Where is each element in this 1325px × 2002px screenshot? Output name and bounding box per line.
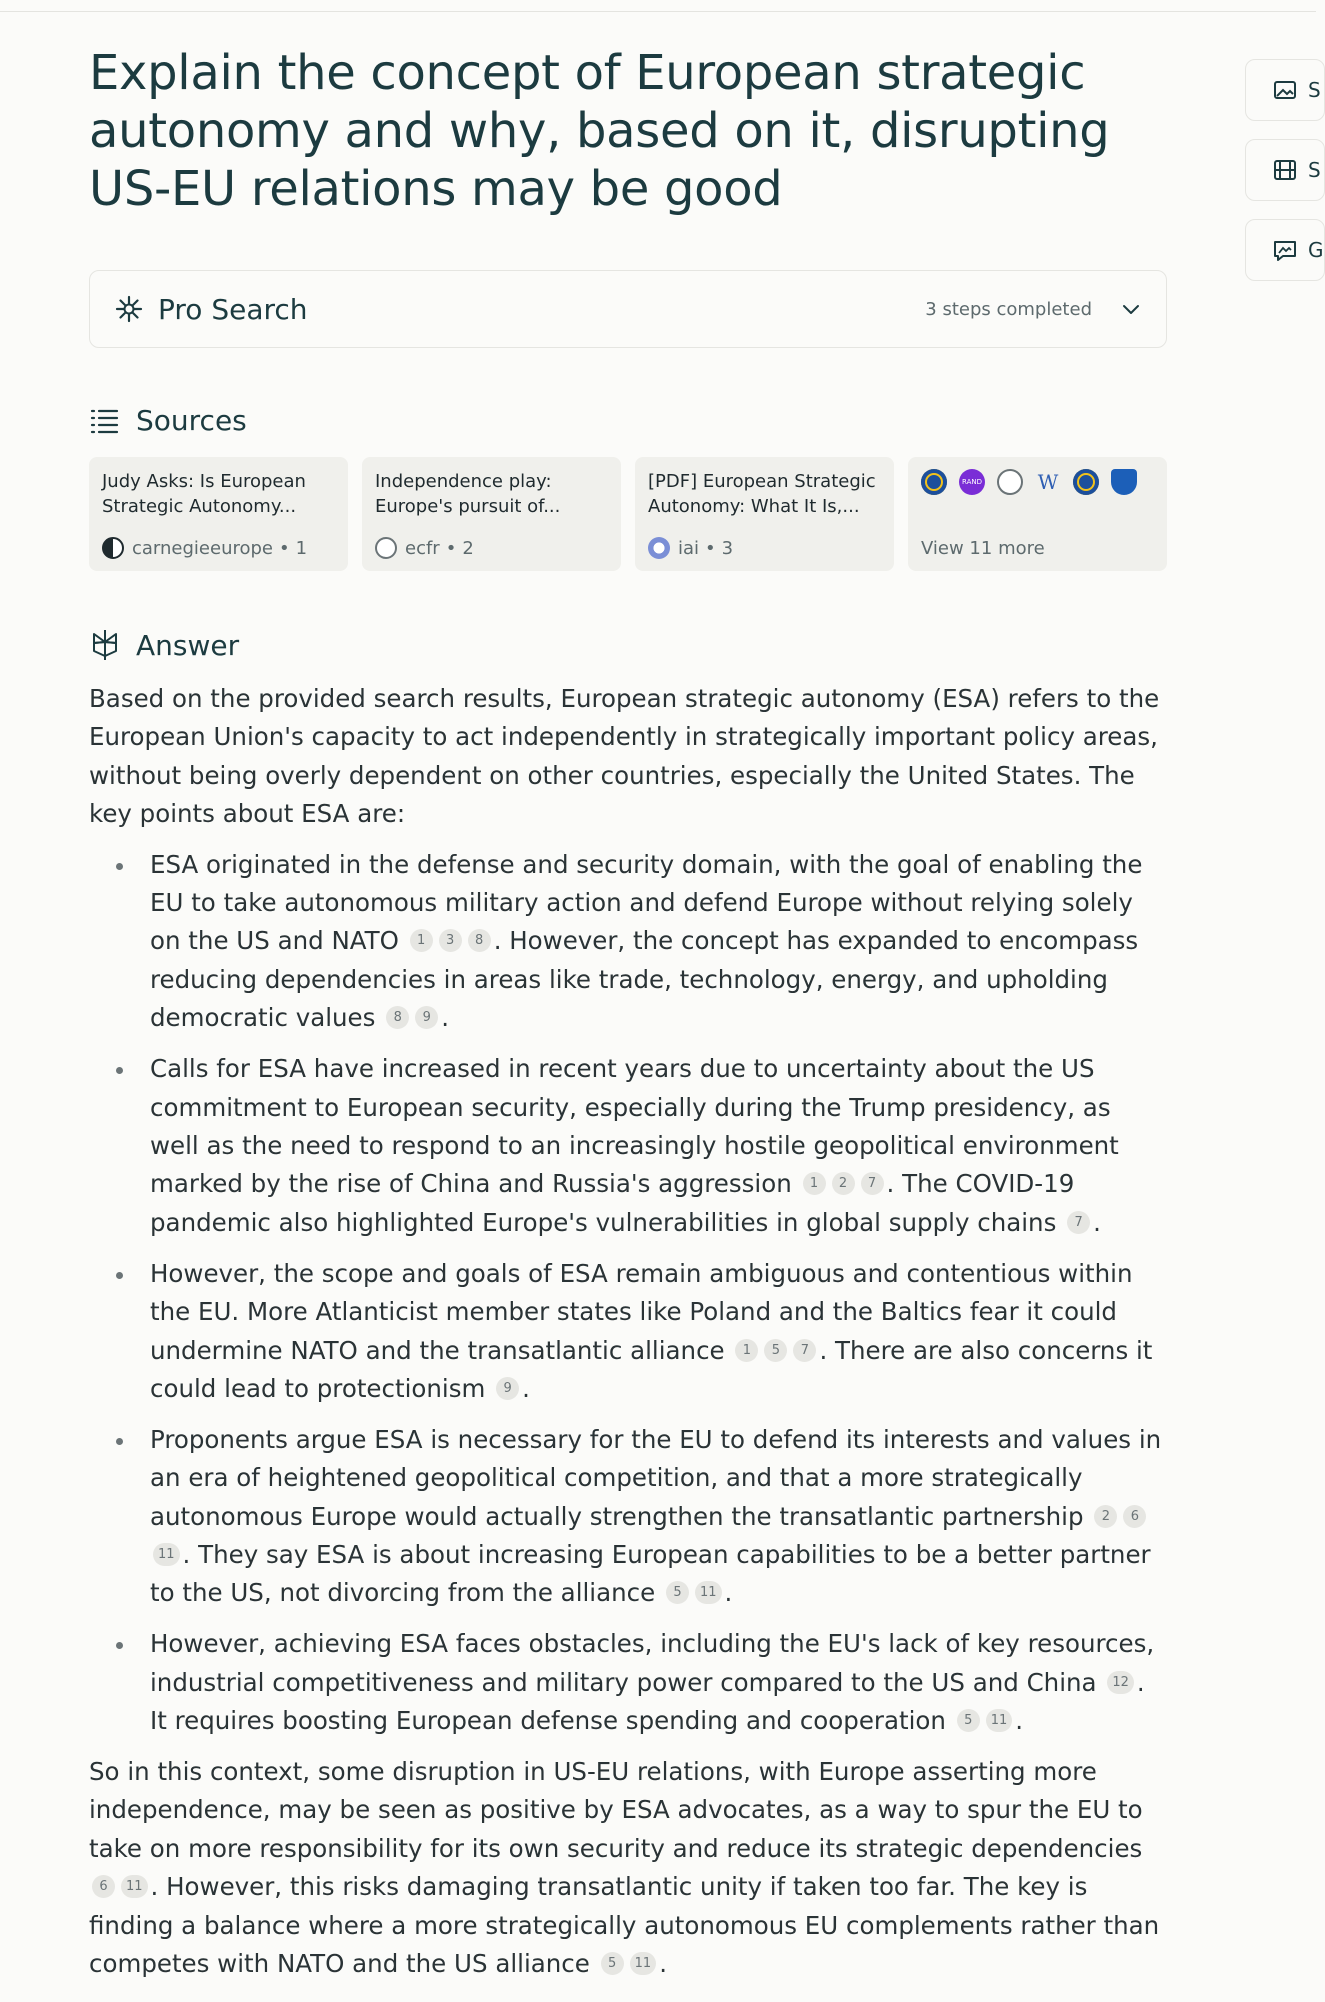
bullet-text: Proponents argue ESA is necessary for the EU to defend its interests and values in an era of heightened geopolitical competition, and that a more strategically autonomous Europe would actually strengthen the transatlantic partnership	[150, 1424, 1162, 1531]
citation-badge[interactable]: 11	[630, 1952, 657, 1975]
source-card[interactable]	[89, 457, 348, 571]
answer-intro: Based on the provided search results, European strategic autonomy (ESA) refers to the European Union's capacity to act independently in strategically important policy areas, without being overly dependent on other countries, especially the United States. The key points about ESA are:	[89, 684, 1160, 829]
source-meta	[375, 537, 608, 559]
generate-image-icon	[1272, 237, 1298, 263]
bullet-text: ESA originated in the defense and security domain, with the goal of enabling the EU to take autonomous military action and defend Europe without relying solely on the US and NATO	[150, 849, 1143, 956]
iai-favicon-icon	[648, 537, 670, 559]
top-divider	[0, 11, 1316, 12]
bullet-text: . It requires boosting European defense spending and cooperation	[150, 1667, 1145, 1736]
citation-badge[interactable]: 7	[1067, 1211, 1090, 1234]
citation-badge[interactable]: 11	[153, 1543, 180, 1566]
bullet-text: .	[441, 1003, 449, 1033]
bullet-text: .	[522, 1373, 530, 1403]
source-meta	[102, 537, 335, 559]
source-index: 3	[721, 537, 734, 559]
generate-image-button[interactable]	[1245, 219, 1325, 281]
citation-badge[interactable]: 8	[468, 929, 491, 952]
source-title: Independence play: Europe's pursuit of...	[375, 471, 561, 517]
pro-search-icon	[114, 294, 144, 324]
rail-button-label: S	[1308, 158, 1321, 182]
bullet-text: . There are also concerns it could lead to protectionism	[150, 1335, 1153, 1403]
answer-bullet	[89, 1625, 1167, 1740]
ecfr-favicon-icon	[997, 469, 1023, 495]
source-title: Judy Asks: Is European Strategic Autonomy...	[102, 471, 306, 517]
bullet-text: . The COVID-19 pandemic also highlighted Europe's vulnerabilities in global supply chains	[150, 1169, 1075, 1237]
bullet-text: . They say ESA is about increasing European capabilities to be a better partner to the US, not divorcing from the alliance	[150, 1540, 1151, 1608]
answer-heading-label: Answer	[136, 628, 240, 662]
meta-separator: •	[279, 537, 290, 559]
answer-bullet	[89, 1050, 1167, 1242]
bullet-text: .	[724, 1578, 733, 1608]
citation-badge[interactable]: 11	[695, 1581, 722, 1604]
citation-badge[interactable]: 11	[121, 1875, 148, 1898]
eu-favicon-icon	[1073, 469, 1099, 495]
wikipedia-favicon-icon: W	[1037, 470, 1059, 494]
citation-badge[interactable]: 6	[1123, 1505, 1146, 1528]
citation-badge[interactable]: 3	[439, 929, 462, 952]
citation-badge[interactable]: 5	[601, 1952, 624, 1975]
pro-search-label: Pro Search	[158, 292, 308, 326]
image-icon	[1272, 77, 1298, 103]
citation-badge[interactable]: 1	[803, 1172, 826, 1195]
citation-badge[interactable]: 7	[861, 1172, 884, 1195]
answer-bullet	[89, 1421, 1167, 1613]
citation-badge[interactable]: 2	[832, 1172, 855, 1195]
search-videos-button[interactable]	[1245, 139, 1325, 201]
view-more-sources-card[interactable]	[908, 457, 1167, 571]
sources-heading	[89, 404, 247, 437]
citation-badge[interactable]: 12	[1107, 1671, 1134, 1694]
citation-badge[interactable]: 7	[793, 1339, 816, 1362]
eu-favicon-icon	[921, 469, 947, 495]
source-meta	[648, 537, 881, 559]
query-title: Explain the concept of European strategic autonomy and why, based on it, disrupting US-EU relations may be good	[89, 45, 1110, 217]
source-card[interactable]	[362, 457, 621, 571]
citation-badge[interactable]: 8	[386, 1006, 409, 1029]
source-index: 2	[462, 537, 474, 559]
bullet-text: .	[1093, 1207, 1101, 1237]
citation-badge[interactable]: 9	[415, 1006, 438, 1029]
answer-bullets	[89, 846, 1167, 1741]
source-card[interactable]	[635, 457, 894, 571]
source-title: [PDF] European Strategic Autonomy: What It Is,...	[648, 471, 876, 517]
rail-button-label: G	[1308, 238, 1324, 262]
more-sources-favicons	[921, 469, 1154, 495]
citation-badge[interactable]: 11	[986, 1709, 1013, 1732]
chevron-down-icon[interactable]	[1120, 298, 1142, 320]
meta-separator: •	[705, 537, 716, 559]
bullet-text: .	[1015, 1706, 1024, 1736]
pro-search-steps: 3 steps completed	[925, 298, 1092, 320]
conclusion-text: So in this context, some disruption in US-EU relations, with Europe asserting more independence, may be seen as positive by ESA advocates, as a way to spur the EU to take on more responsibility for its own security and reduce its strategic dependencies	[89, 1757, 1143, 1863]
carnegie-favicon-icon	[102, 537, 124, 559]
citation-badge[interactable]: 5	[764, 1339, 787, 1362]
sources-row	[89, 457, 1167, 571]
rail-button-label: S	[1308, 78, 1321, 102]
answer-bullet	[89, 1255, 1167, 1409]
pro-search-panel[interactable]	[89, 270, 1167, 348]
citation-badge[interactable]: 5	[666, 1581, 689, 1604]
ecfr-favicon-icon	[375, 537, 397, 559]
answer-conclusion	[89, 1753, 1167, 1983]
video-icon	[1272, 157, 1298, 183]
answer-heading	[89, 628, 239, 662]
conclusion-text: . However, this risks damaging transatlantic unity if taken too far. The key is finding a balance where a more strategically autonomous EU complements rather than competes with NATO and the US alliance	[89, 1872, 1160, 1979]
source-index: 1	[295, 537, 308, 559]
source-site: iai	[678, 537, 700, 559]
search-images-button[interactable]	[1245, 59, 1325, 121]
citation-badge[interactable]: 1	[410, 929, 433, 952]
view-more-label: View 11 more	[921, 538, 1045, 559]
citation-badge[interactable]: 2	[1094, 1505, 1117, 1528]
citation-badge[interactable]: 9	[496, 1377, 519, 1400]
citation-badge[interactable]: 6	[92, 1875, 115, 1898]
citation-badge[interactable]: 5	[957, 1709, 980, 1732]
bullet-text: . However, the concept has expanded to encompass reducing dependencies in areas like trade, technology, energy, and upholding democratic values	[150, 926, 1139, 1033]
sources-list-icon	[89, 405, 121, 437]
answer-body	[89, 680, 1167, 1984]
bullet-text: Calls for ESA have increased in recent years due to uncertainty about the US commitment to European security, especially during the Trump presidency, as well as the need to respond to an increasingly hostile geopolitical environment marked by the rise of China and Russia's aggression	[150, 1054, 1119, 1199]
answer-bullet	[89, 846, 1167, 1038]
sources-heading-label: Sources	[136, 404, 247, 437]
bullet-text: However, the scope and goals of ESA remain ambiguous and contentious within the EU. More Atlanticist member states like Poland and the Baltics fear it could undermine NATO and the transatlantic alliance	[150, 1258, 1133, 1365]
bullet-text: However, achieving ESA faces obstacles, including the EU's lack of key resources, industrial competitiveness and military power compared to the US and China	[150, 1629, 1155, 1697]
shield-favicon-icon	[1111, 469, 1137, 495]
answer-logo-icon	[89, 628, 121, 662]
conclusion-text: .	[659, 1949, 667, 1979]
rand-favicon-icon: RAND	[959, 469, 985, 495]
source-site: ecfr	[405, 537, 440, 559]
citation-badge[interactable]: 1	[735, 1339, 758, 1362]
meta-separator: •	[445, 537, 457, 559]
source-site: carnegieeurope	[132, 537, 273, 559]
